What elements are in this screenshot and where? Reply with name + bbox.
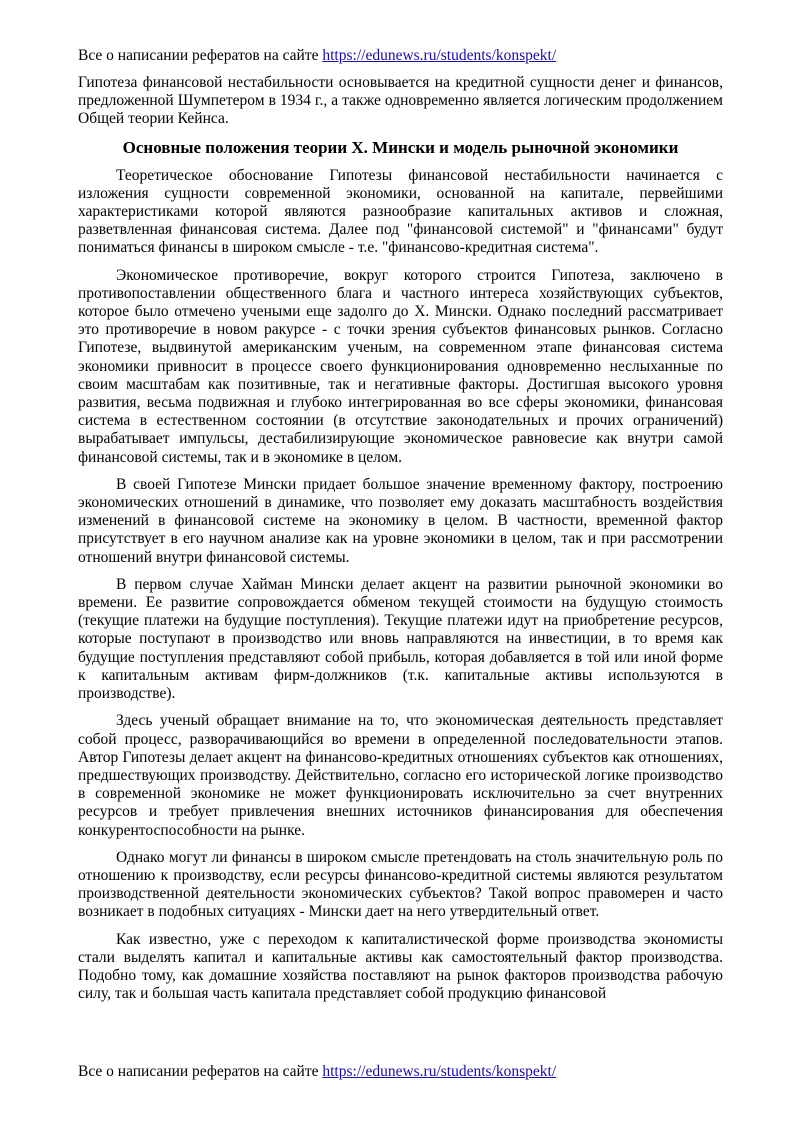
footer-prefix: Все о написании рефератов на сайте: [78, 1063, 323, 1080]
header-prefix: Все о написании рефератов на сайте: [78, 47, 323, 64]
paragraph: Теоретическое обоснование Гипотезы финансовой нестабильности начинается с изложения сущности современной экономики, основанной на капитале, первейшими характеристиками которой являются разнообразие капитальных активов и сложная, разветвленная финансовая система. Далее под "финансовой системой" и "финансами" будут пониматься финансы в широком смысле - т.е. "финансово-кредитная система".: [78, 166, 723, 257]
document-body: [78, 74, 723, 1012]
footer-link[interactable]: https://edunews.ru/students/konspekt/: [322, 1063, 557, 1080]
paragraph: В своей Гипотезе Мински придает большое значение временному фактору, построению экономических отношений в динамике, что позволяет ему доказать масштабность воздействия изменений в финансовой системе на экономику в целом. В частности, временной фактор присутствует в его научном анализе как на уровне экономики в целом, так и при рассмотрении отношений внутри финансовой системы.: [78, 475, 723, 566]
page-header: [78, 46, 556, 66]
paragraph: Здесь ученый обращает внимание на то, что экономическая деятельность представляет собой процесс, разворачивающийся во времени в определенной последовательности этапов. Автор Гипотезы делает акцент на финансово-кредитных отношениях субъектов как отношениях, предшествующих производству. Действительно, согласно его исторической логике производство в современной экономике не может функционировать исключительно за счет внутренних ресурсов и требует привлечения внешних источников финансирования для обеспечения конкурентоспособности на рынке.: [78, 712, 723, 839]
paragraph: Однако могут ли финансы в широком смысле претендовать на столь значительную роль по отношению к производству, если ресурсы финансово-кредитной системы являются результатом производственной деятельности экономических субъектов? Такой вопрос правомерен и часто возникает в подобных ситуациях - Мински дает на него утвердительный ответ.: [78, 848, 723, 921]
page-footer: [78, 1062, 556, 1082]
section-title: Основные положения теории Х. Мински и модель рыночной экономики: [122, 137, 679, 157]
paragraph: Экономическое противоречие, вокруг которого строится Гипотеза, заключено в противопоставлении общественного блага и частного интереса хозяйствующих субъектов, которое было отмечено учеными еще задолго до Х. Мински. Однако последний рассматривает это противоречие в новом ракурсе - с точки зрения субъектов финансовых рынков. Согласно Гипотезе, выдвинутой американским ученым, на современном этапе финансовая система экономики привносит в процессе своего функционирования одновременно неслыханные по своим масштабам как позитивные, так и негативные факторы. Достигшая высокого уровня развития, весьма подвижная и глубоко интегрированная во все сферы экономики, финансовая система в естественном состоянии (в отсутствие законодательных и прочих ограничений) вырабатывает импульсы, дестабилизирующие экономическое равновесие как внутри самой финансовой системы, так и в экономике в целом.: [78, 266, 723, 466]
paragraph: В первом случае Хайман Мински делает акцент на развитии рыночной экономики во времени. Ее развитие сопровождается обменом текущей стоимости на будущую стоимость (текущие платежи на будущие поступления). Текущие платежи идут на приобретение ресурсов, которые поступают в производство или вновь направляются на инвестиции, в то время как будущие поступления представляют собой прибыль, которая добавляется в той или иной форме к капитальным активам фирм-должников (т.к. капитальные активы используются в производстве).: [78, 575, 723, 703]
intro-paragraph: Гипотеза финансовой нестабильности основывается на кредитной сущности денег и финансов, предложенной Шумпетером в 1934 г., а также одновременно является логическим продолжением Общей теории Кейнса.: [78, 74, 723, 128]
header-link[interactable]: https://edunews.ru/students/konspekt/: [322, 47, 557, 64]
paragraph: Как известно, уже с переходом к капиталистической форме производства экономисты стали выделять капитал и капитальные активы как самостоятельный фактор производства. Подобно тому, как домашние хозяйства поставляют на рынок факторов производства рабочую силу, так и большая часть капитала представляет собой продукцию финансовой: [78, 930, 723, 1003]
